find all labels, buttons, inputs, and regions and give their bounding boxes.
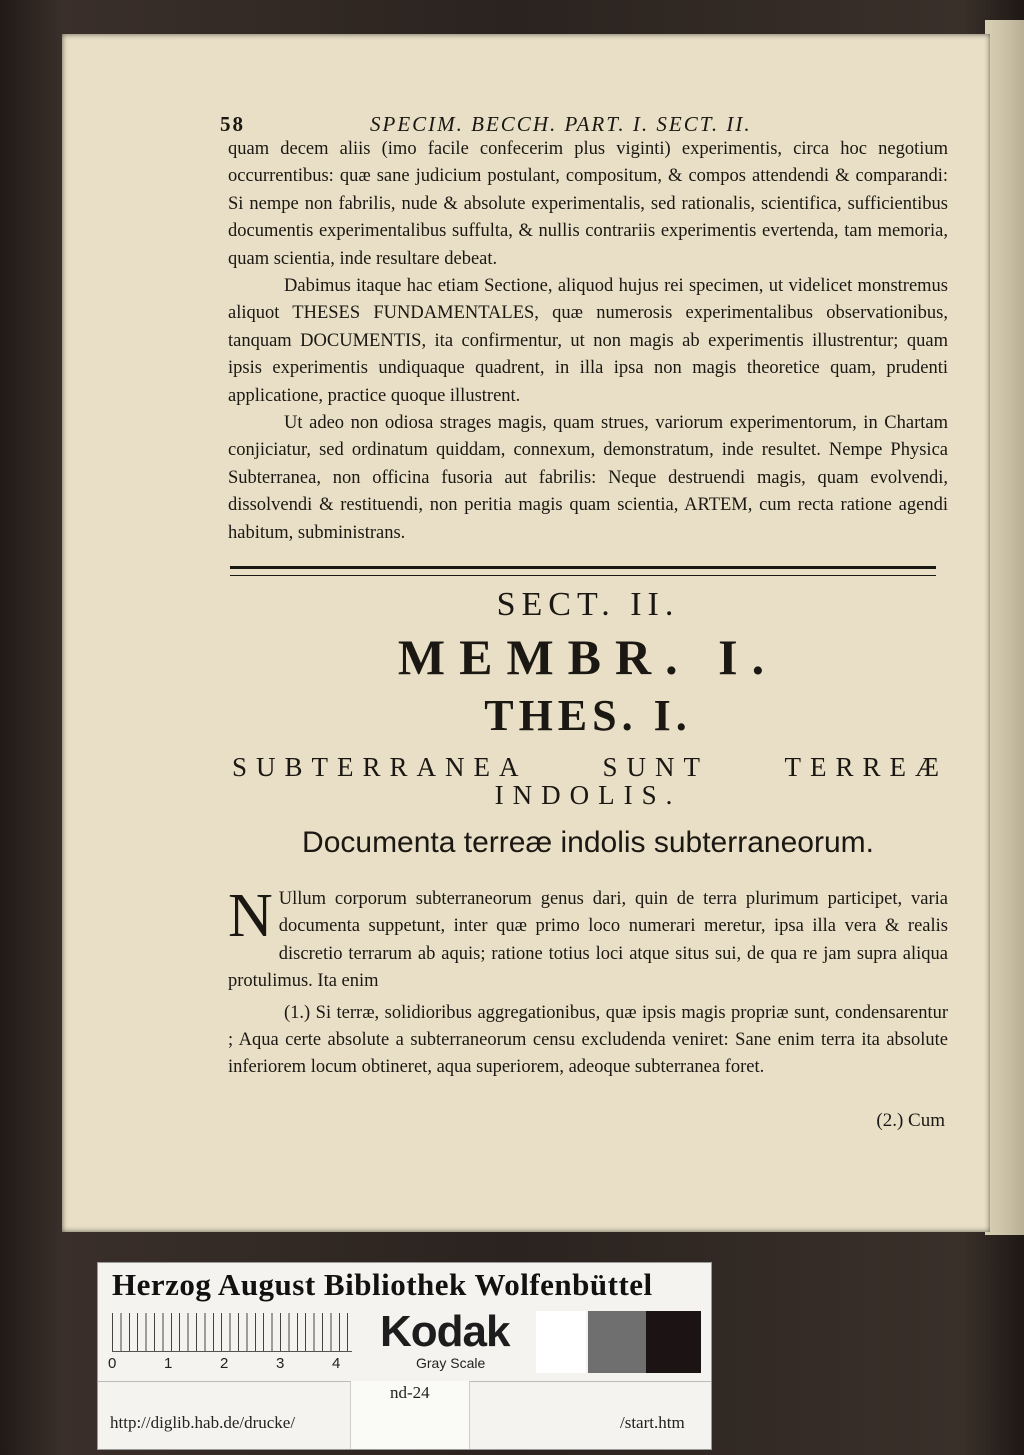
bottom-text-block <box>228 882 948 1082</box>
documenta-heading: Documenta terreæ indolis subterraneorum. <box>302 826 874 859</box>
url-suffix: /start.htm <box>620 1413 685 1432</box>
paragraph: Dabimus itaque hac etiam Sectione, aliquod hujus rei specimen, ut videlicet monstremus aliquot THESES FUNDAMENTALES, quæ numerosis experimentalibus observationibus, tanquam DOCUMENTIS, ita confirmentur, ut non magis ab experimentis illustrentur; quam ipsis experimentis undiquaque quadrent, in illa ipsa non magis theoretice quam, prudenti applicatione, practice quoque illustrent. <box>228 276 948 406</box>
ruler-number: 4 <box>332 1355 341 1372</box>
section-rule <box>230 566 936 576</box>
member-heading: MEMBR. I. <box>397 629 779 685</box>
kodak-logo: Kodak <box>380 1307 510 1356</box>
thesis-title-line1: SUBTERRANEA SUNT TERREÆ <box>232 752 948 782</box>
paragraph: quam decem aliis (imo facile confecerim plus viginti) experimentis, circa hoc negotium occurrentibus: quæ sane judicium postulant, compositum, & compos attendendi & comparandi: Si nempe non fabrilis, nude & absolute experimentalis, sed rationalis, scientifica, sufficientibus documentis experimentalibus suffulta, & nullis contrariis experimentis evertenda, tam memoria, quam scientia, inde resultare debeat. <box>228 139 948 269</box>
section-heading: SECT. II. <box>496 586 680 623</box>
ruler-number: 0 <box>108 1355 117 1372</box>
paragraph: (1.) Si terræ, solidioribus aggregationibus, quæ ipsis magis propriæ sunt, condensarentur ; Aqua certe absolute a subterraneorum censu excludenda veniret: Sane enim terra ita absolute inferiorem locum obtineret, aqua superiorem, adeoque subterranea foret. <box>228 1002 948 1078</box>
shelfmark: nd-24 <box>390 1383 430 1402</box>
gray-scale-label: Gray Scale <box>416 1355 486 1371</box>
library-name: Herzog August Bibliothek Wolfenbüttel <box>112 1267 653 1302</box>
catchword: (2.) Cum <box>876 1110 945 1131</box>
next-page-edge <box>985 20 1024 1235</box>
running-title: SPECIM. BECCH. PART. I. SECT. II. <box>370 112 752 136</box>
white-swatch <box>536 1311 586 1373</box>
top-text-block <box>228 136 948 547</box>
paragraph-text: Ullum corporum subterraneorum genus dari, quin de terra plurimum participet, varia documenta suppetunt, inter quæ primo loco numerari meretur, ipsa illa vera & realis discretio terrarum ab aquis; ratione totius loci atque situs sui, de qua re jam supra aliqua protulimus. Ita enim <box>228 889 948 992</box>
ruler-number: 3 <box>276 1355 285 1372</box>
ruler-number: 2 <box>220 1355 229 1372</box>
thesis-number: THES. I. <box>484 691 692 740</box>
paragraph: Ut adeo non odiosa strages magis, quam strues, variorum experimentorum, in Chartam conjiciatur, sed ordinatum quiddam, connexum, demonstratum, inde resultet. Nempe Physica Subterranea, non officina fusoria aut fabrilis: Neque destruendi magis, quam evolvendi, dissolvendi & restituendi, non peritia magis quam scientia, ARTEM, cum recta ratione agendi habitum, subministrans. <box>228 413 948 543</box>
ruler-number: 1 <box>164 1355 173 1372</box>
thesis-title-line2: INDOLIS. <box>494 780 682 810</box>
gray-swatch <box>588 1311 646 1373</box>
url-prefix: http://diglib.hab.de/drucke/ <box>110 1413 296 1432</box>
page-number: 58 <box>220 112 245 136</box>
ruler-numbers <box>108 1355 358 1373</box>
color-target-card <box>97 1262 712 1450</box>
drop-cap: N <box>228 882 273 950</box>
paragraph <box>228 882 948 996</box>
scale-ruler <box>112 1313 352 1352</box>
black-swatch <box>646 1311 701 1373</box>
